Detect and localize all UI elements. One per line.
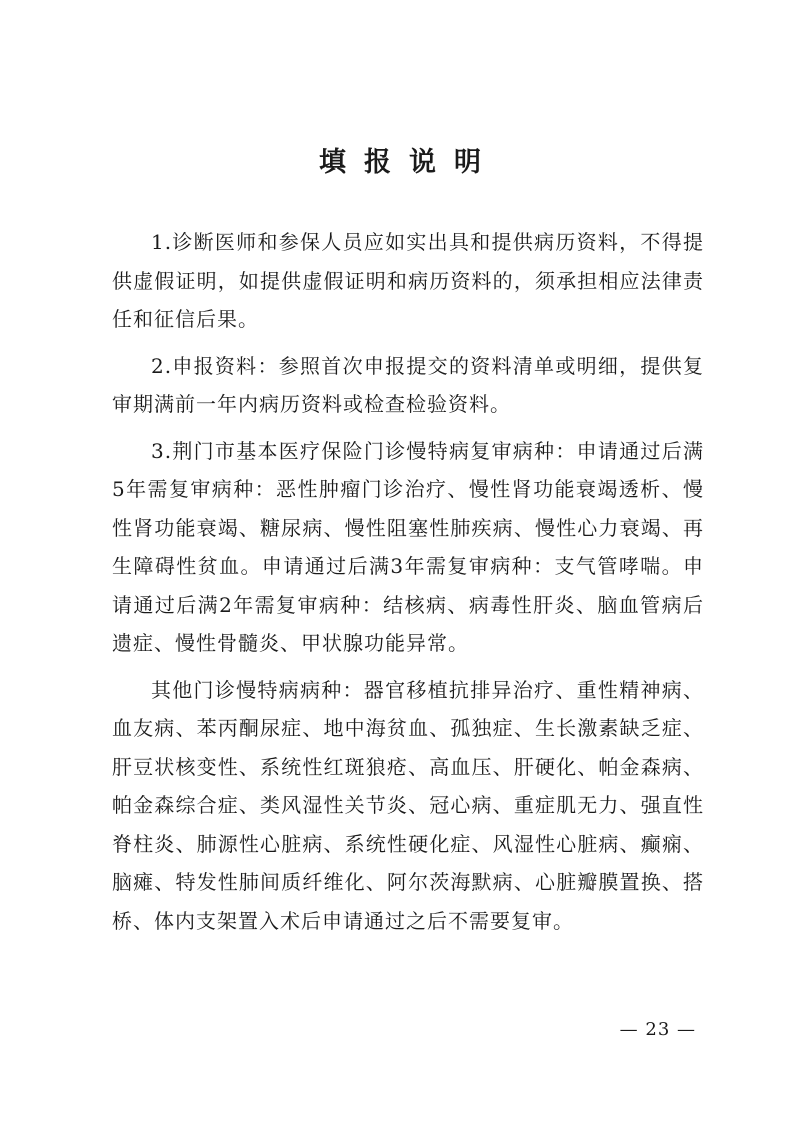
paragraph-2: 2.申报资料：参照首次申报提交的资料清单或明细，提供复审期满前一年内病历资料或检查检验资料。 bbox=[112, 353, 704, 416]
page-title: 填报说明 bbox=[319, 147, 499, 178]
paragraph-3: 3.荆门市基本医疗保险门诊慢特病复审病种：申请通过后满5年需复审病种：恶性肿瘤门诊治疗、慢性肾功能衰竭透析、慢性肾功能衰竭、糖尿病、慢性阻塞性肺疾病、慢性心力衰竭、再生障碍性贫血。申请通过后满3年需复审病种：支气管哮喘。申请通过后满2年需复审病种：结核病、病毒性肝炎、脑血管病后遗症、慢性骨髓炎、甲状腺功能异常。 bbox=[112, 438, 704, 655]
paragraph-1: 1.诊断医师和参保人员应如实出具和提供病历资料，不得提供虚假证明，如提供虚假证明和病历资料的，须承担相应法律责任和征信后果。 bbox=[112, 230, 704, 331]
paragraph-4: 其他门诊慢特病病种：器官移植抗排异治疗、重性精神病、血友病、苯丙酮尿症、地中海贫血、孤独症、生长激素缺乏症、肝豆状核变性、系统性红斑狼疮、高血压、肝硬化、帕金森病、帕金森综合症、类风湿性关节炎、冠心病、重症肌无力、强直性脊柱炎、肺源性心脏病、系统性硬化症、风湿性心脏病、癫痫、脑瘫、特发性肺间质纤维化、阿尔茨海默病、心脏瓣膜置换、搭桥、体内支架置入术后申请通过之后不需要复审。 bbox=[112, 677, 704, 933]
page-number: — 23 — bbox=[619, 1019, 696, 1040]
document-body bbox=[112, 223, 704, 948]
